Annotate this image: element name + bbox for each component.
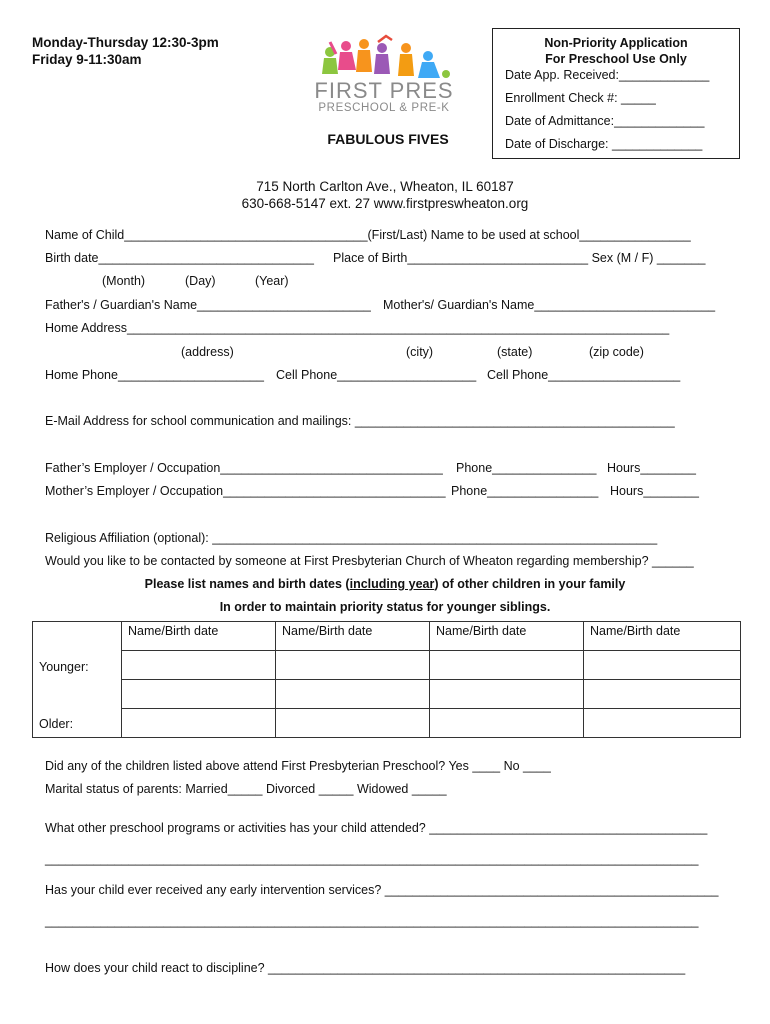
father-hours-field[interactable]: Hours________ (607, 461, 696, 475)
home-address-field[interactable]: Home Address______________________________________________________________________________ (45, 321, 670, 335)
sibling-cell[interactable] (430, 680, 584, 709)
religious-affiliation-field[interactable]: Religious Affiliation (optional): ________________________________________________________________ (45, 531, 658, 545)
early-intervention-question[interactable]: Has your child ever received any early intervention services? ________________________________________________ (45, 883, 719, 897)
date-discharge-field[interactable]: Date of Discharge: _____________ (505, 137, 703, 151)
siblings-table (32, 621, 741, 738)
other-programs-question[interactable]: What other preschool programs or activities has your child attended? ________________________________________ (45, 821, 708, 835)
school-phone-website: 630-668-5147 ext. 27 www.firstpreswheaton.org (241, 196, 529, 211)
enrollment-check-field[interactable]: Enrollment Check #: _____ (505, 91, 656, 105)
father-employer-field[interactable]: Father’s Employer / Occupation________________________________ (45, 461, 443, 475)
membership-contact-field[interactable]: Would you like to be contacted by someone at First Presbyterian Church of Wheaton regarding membership? ______ (45, 554, 694, 568)
zip-code-label: (zip code) (589, 345, 644, 359)
mother-hours-field[interactable]: Hours________ (610, 484, 699, 498)
sibling-cell[interactable] (276, 651, 430, 680)
discipline-question[interactable]: How does your child react to discipline? ____________________________________________________________ (45, 961, 686, 975)
month-label: (Month) (102, 274, 146, 288)
siblings-instruction-2: In order to maintain priority status for younger siblings. (219, 600, 551, 614)
sibling-cell[interactable] (584, 709, 741, 738)
email-address-field[interactable]: E-Mail Address for school communication and mailings: ______________________________________________ (45, 414, 675, 428)
sibling-cell[interactable] (584, 651, 741, 680)
row-label-younger: Younger: (33, 622, 122, 680)
mother-phone-field[interactable]: Phone________________ (451, 484, 599, 498)
state-label: (state) (497, 345, 533, 359)
office-title-1: Non-Priority Application (544, 36, 688, 50)
birth-date-field[interactable]: Birth date_______________________________ (45, 251, 315, 265)
place-of-birth-field[interactable]: Place of Birth__________________________ Sex (M / F) _______ (333, 251, 706, 265)
year-label: (Year) (255, 274, 289, 288)
sibling-cell[interactable] (430, 709, 584, 738)
other-programs-blank-line[interactable]: ______________________________________________________________________________________________ (45, 852, 699, 866)
father-guardian-name-field[interactable]: Father's / Guardian's Name_________________________ (45, 298, 371, 312)
office-use-box (492, 28, 740, 159)
address-label: (address) (181, 345, 234, 359)
cell-phone-field-1[interactable]: Cell Phone____________________ (276, 368, 477, 382)
sibling-cell[interactable] (276, 709, 430, 738)
father-phone-field[interactable]: Phone_______________ (456, 461, 597, 475)
children-silhouettes-icon (322, 36, 450, 78)
table-row (33, 709, 741, 738)
day-label: (Day) (185, 274, 216, 288)
office-title-2: For Preschool Use Only (545, 52, 687, 66)
sibling-cell[interactable] (276, 680, 430, 709)
city-label: (city) (406, 345, 434, 359)
school-address: 715 North Carlton Ave., Wheaton, IL 60187 (256, 179, 514, 194)
hours-block (32, 34, 219, 68)
table-header-row (33, 622, 741, 651)
attended-preschool-question[interactable]: Did any of the children listed above attend First Presbyterian Preschool? Yes ____ No ____ (45, 759, 551, 773)
hours-line-1: Monday-Thursday 12:30-3pm (32, 35, 219, 50)
early-intervention-blank-line[interactable]: ______________________________________________________________________________________________ (45, 914, 699, 928)
table-row (33, 680, 741, 709)
siblings-instruction-1 (0, 577, 770, 591)
sibling-cell[interactable] (122, 680, 276, 709)
logo-text-first-pres: FIRST PRES (314, 78, 454, 103)
cell-phone-field-2[interactable]: Cell Phone___________________ (487, 368, 681, 382)
col-header-4: Name/Birth date (584, 622, 741, 651)
sibling-cell[interactable] (430, 651, 584, 680)
logo-text-preschool: PRESCHOOL & PRE-K (318, 102, 450, 114)
siblings-instruction-1-underlined: including year (349, 577, 435, 591)
mother-guardian-name-field[interactable]: Mother's/ Guardian's Name__________________________ (383, 298, 716, 312)
table-row (33, 651, 741, 680)
mother-employer-field[interactable]: Mother’s Employer / Occupation________________________________ (45, 484, 446, 498)
class-title: FABULOUS FIVES (327, 131, 449, 147)
date-admittance-field[interactable]: Date of Admittance:_____________ (505, 114, 705, 128)
siblings-instruction-1b: ) of other children in your family (434, 577, 626, 591)
row-label-older: Older: (33, 680, 122, 738)
name-of-child-field[interactable]: Name of Child___________________________________(First/Last) Name to be used at school________________ (45, 228, 691, 242)
sibling-cell[interactable] (122, 651, 276, 680)
hours-line-2: Friday 9-11:30am (32, 52, 142, 67)
col-header-2: Name/Birth date (276, 622, 430, 651)
sibling-cell[interactable] (122, 709, 276, 738)
siblings-instruction-1a: Please list names and birth dates ( (144, 577, 350, 591)
home-phone-field[interactable]: Home Phone_____________________ (45, 368, 264, 382)
date-received-field[interactable]: Date App. Received:_____________ (505, 68, 710, 82)
col-header-1: Name/Birth date (122, 622, 276, 651)
col-header-3: Name/Birth date (430, 622, 584, 651)
marital-status-question[interactable]: Marital status of parents: Married_____ Divorced _____ Widowed _____ (45, 782, 447, 796)
sibling-cell[interactable] (584, 680, 741, 709)
